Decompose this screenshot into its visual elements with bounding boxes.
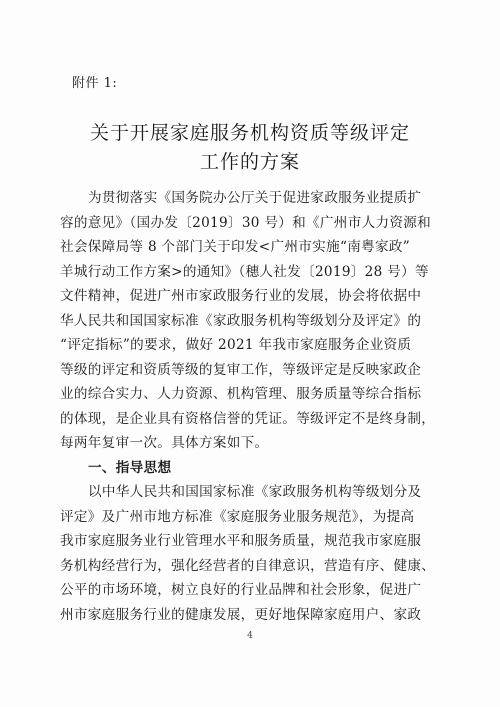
section-heading: 一、指导思想 [88,459,172,476]
paragraph-1-line: 容的意见》（国办发〔2019〕30 号）和《广州市人力资源和 [60,214,432,231]
paragraph-2-line: 公平的市场环境，树立良好的行业品牌和社会形象，促进广 [60,582,422,598]
paragraph-1-line: “评定指标”的要求，做好 2021 年我市家庭服务企业资质 [60,337,412,353]
document-title-line-2: 工作的方案 [199,151,300,173]
paragraph-1-line: 业的综合实力、人力资源、机构管理、服务质量等综合指标 [60,386,422,402]
paragraph-2-line: 我市家庭服务业行业管理水平和服务质量，规范我市家庭服 [60,533,422,549]
paragraph-2-line: 务机构经营行为，强化经营者的自律意识，营造有序、健康、 [60,557,436,574]
paragraph-1-line: 羊城行动工作方案>的通知》（穗人社发〔2019〕28 号）等 [60,263,429,280]
paragraph-1-line: 为贯彻落实《国务院办公厅关于促进家政服务业提质扩 [88,190,422,206]
paragraph-1-line: 每两年复审一次。具体方案如下。 [60,435,269,451]
paragraph-1-line: 文件精神，促进广州市家政服务行业的发展，协会将依据中 [60,288,422,304]
page-number: 4 [247,631,253,641]
paragraph-1-line: 社会保障局等 8 个部门关于印发<广州市实施“南粤家政” [60,239,411,255]
attachment-label: 附件 1: [72,76,118,91]
paragraph-1-line: 华人民共和国国家标准《家政服务机构等级划分及评定》的 [60,312,422,329]
paragraph-1-line: 等级的评定和资质等级的复审工作，等级评定是反映家政企 [60,361,422,378]
paragraph-2-line: 以中华人民共和国国家标准《家政服务机构等级划分及 [88,484,422,500]
document-title-line-1: 关于开展家庭服务机构资质等级评定 [89,122,410,144]
paragraph-2-line: 评定》及广州市地方标准《家庭服务业服务规范》，为提高 [60,508,415,525]
paragraph-1-line: 的体现，是企业具有资格信誉的凭证。等级评定不是终身制， [60,410,436,427]
paragraph-2-line: 州市家庭服务行业的健康发展，更好地保障家庭用户、家政 [60,606,422,623]
